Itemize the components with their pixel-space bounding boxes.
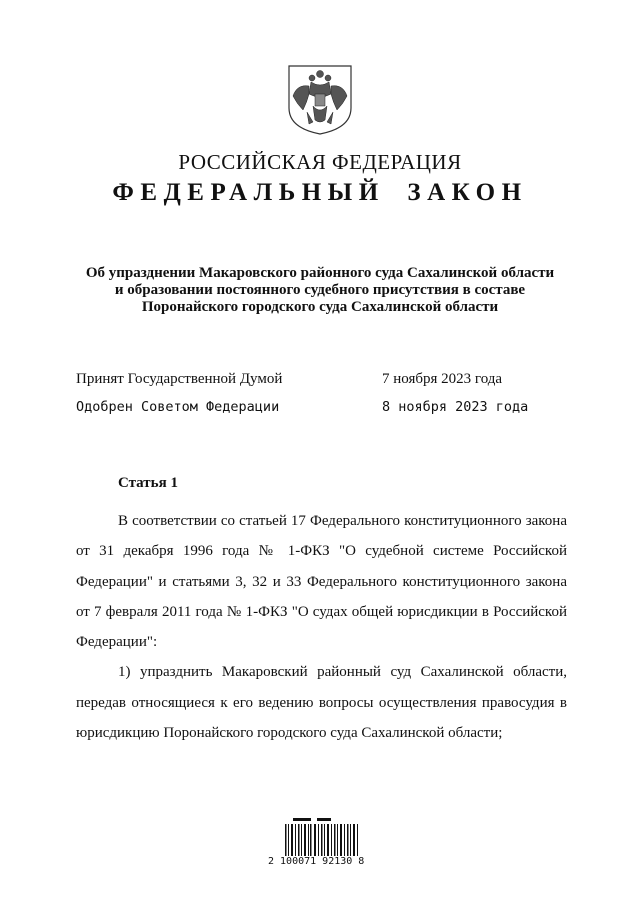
document-type-heading: ФЕДЕРАЛЬНЫЙ ЗАКОН <box>112 179 528 206</box>
law-title <box>60 265 580 316</box>
coat-of-arms-emblem <box>287 64 353 136</box>
adopted-date: 7 ноября 2023 года <box>382 371 503 387</box>
adoption-row-duma <box>76 371 576 388</box>
barcode-number: 2 100071 92130 8 <box>268 856 365 867</box>
law-title-line: Поронайского городского суда Сахалинской области <box>141 299 499 315</box>
approved-date: 8 ноября 2023 года <box>382 399 529 415</box>
adopted-label: Принят Государственной Думой <box>76 371 283 387</box>
article-heading: Статья 1 <box>118 475 178 491</box>
country-heading: РОССИЙСКАЯ ФЕДЕРАЦИЯ <box>178 150 462 174</box>
law-title-line: и образовании постоянного судебного присутствия в составе <box>114 282 526 298</box>
adoption-row-council <box>76 399 576 415</box>
law-title-line: Об упразднении Макаровского районного суда Сахалинской области <box>85 265 555 281</box>
approved-label: Одобрен Советом Федерации <box>76 399 280 415</box>
article-paragraph: В соответствии со статьей 17 Федерального конституционного закона от 31 декабря 1996 года № 1-ФКЗ "О судебной системе Российской Федерации" и статьями 3, 32 и 33 Федерального конституционного закона от 7 февраля 2011 года № 1-ФКЗ "О судах общей юрисдикции в Российской Федерации": <box>76 513 567 651</box>
article-body <box>76 506 567 748</box>
article-paragraph: 1) упразднить Макаровский районный суд Сахалинской области, передав относящиеся к его ведению вопросы осуществления правосудия в юрисдикцию Поронайского городского суда Сахалинской области; <box>76 664 567 742</box>
